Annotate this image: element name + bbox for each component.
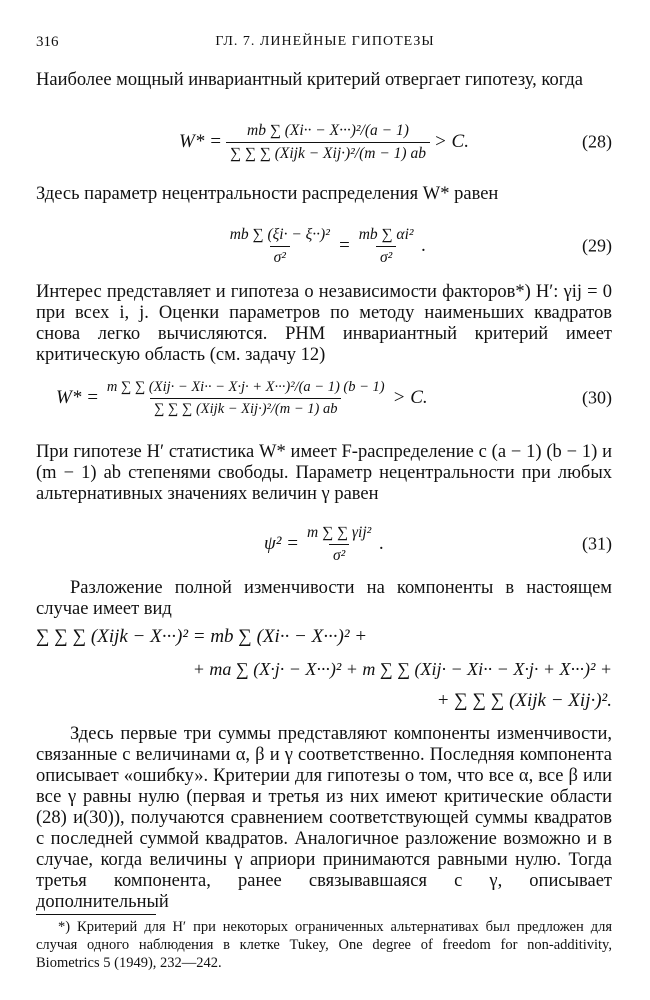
page-number: 316 xyxy=(36,34,59,50)
equation-30 xyxy=(36,370,612,426)
eq30-rhs: > C. xyxy=(392,387,428,408)
eq31-denominator: σ² xyxy=(329,544,349,565)
eq28-fraction xyxy=(226,122,430,163)
paragraph-3: Интерес представляет и гипотеза о независимости факторов*) H′: γij = 0 при всех i, j. Оценки параметров по методу наименьших квадратов снова легко вычисляются. РНМ инвариантный критерий имеет критическую область (см. задачу 12) xyxy=(36,282,612,365)
paragraph-2: Здесь параметр нецентральности распределения W* равен xyxy=(36,184,499,204)
eq28-numerator: mb ∑ (Xi·· − X···)²/(a − 1) xyxy=(247,121,409,139)
eq28-rhs: > C. xyxy=(433,131,469,152)
equation-29 xyxy=(36,218,612,274)
paragraph-6: Здесь первые три суммы представляют компоненты изменчивости, связанные с величинами α, β и γ соответственно. Последняя компонента описывает «ошибку». Критерии для гипотезы о том, что все α, все β или все γ равны нулю (первая и третья из них имеют критические области (28) и(30)), получаются сравнением соответствующей суммы квадратов с последней суммой квадратов. Аналогичное разложение возможно и в случае, когда величины γ априори принимаются равными нулю. Тогда третья компонента, ранее связывавшаяся с γ, описывает дополнительный xyxy=(36,724,612,912)
eq31-lhs: ψ² = xyxy=(263,533,300,554)
eq29-equals: = xyxy=(337,235,351,256)
eq31-tail: . xyxy=(379,533,385,554)
eq28-number: (28) xyxy=(582,131,612,152)
eq28-lhs: W* = xyxy=(179,131,222,152)
paragraph-5: Разложение полной изменчивости на компоненты в настоящем случае имеет вид xyxy=(36,578,612,619)
equation-28 xyxy=(36,114,612,170)
equation-31 xyxy=(36,516,612,572)
paragraph-4: При гипотезе H′ статистика W* имеет F-распределение с (a − 1) (b − 1) и (m − 1) ab степенями свободы. Параметр нецентральности при любых альтернативных значениях величин γ равен xyxy=(36,442,612,504)
running-header xyxy=(36,34,614,54)
footnote: *) Критерий для H′ при некоторых ограниченных альтернативах был предложен для случая одного наблюдения в клетке Tukey, One degree of freedom for non-additivity, Biometrics 5 (1949), 232—242. xyxy=(36,919,612,971)
chapter-title: ГЛ. 7. ЛИНЕЙНЫЕ ГИПОТЕЗЫ xyxy=(215,34,435,49)
eq29-fraction-2 xyxy=(355,226,418,267)
eq30-lhs: W* = xyxy=(56,387,99,408)
eq30-numerator: m ∑ ∑ (Xij· − Xi·· − X·j· + X···)²/(a − 1) (b − 1) xyxy=(106,378,385,395)
eq31-numerator: m ∑ ∑ γij² xyxy=(307,523,372,541)
eq29-denominator-2: σ² xyxy=(376,246,396,267)
decomposition-line-1: ∑ ∑ ∑ (Xijk − X···)² = mb ∑ (Xi·· − X···)² + xyxy=(36,626,368,647)
footnote-rule xyxy=(36,914,156,915)
eq31-number: (31) xyxy=(582,533,612,554)
eq31-fraction xyxy=(303,524,375,565)
eq29-numerator-2: mb ∑ αi² xyxy=(358,225,414,243)
eq29-number: (29) xyxy=(582,235,612,256)
decomposition-line-3: + ∑ ∑ ∑ (Xijk − Xij·)². xyxy=(436,690,612,711)
eq29-fraction-1 xyxy=(226,226,334,267)
eq28-denominator: ∑ ∑ ∑ (Xijk − Xij·)²/(m − 1) ab xyxy=(226,142,430,163)
eq29-numerator-1: mb ∑ (ξi· − ξ··)² xyxy=(229,225,330,243)
eq29-tail: . xyxy=(421,235,427,256)
eq29-denominator-1: σ² xyxy=(270,246,290,267)
decomposition-line-2: + ma ∑ (X·j· − X···)² + m ∑ ∑ (Xij· − Xi·· − X·j· + X···)² + xyxy=(192,659,612,679)
eq30-denominator: ∑ ∑ ∑ (Xijk − Xij·)²/(m − 1) ab xyxy=(150,398,341,418)
paragraph-1: Наиболее мощный инвариантный критерий отвергает гипотезу, когда xyxy=(36,70,584,90)
eq30-fraction xyxy=(103,379,389,418)
eq30-number: (30) xyxy=(582,387,612,408)
